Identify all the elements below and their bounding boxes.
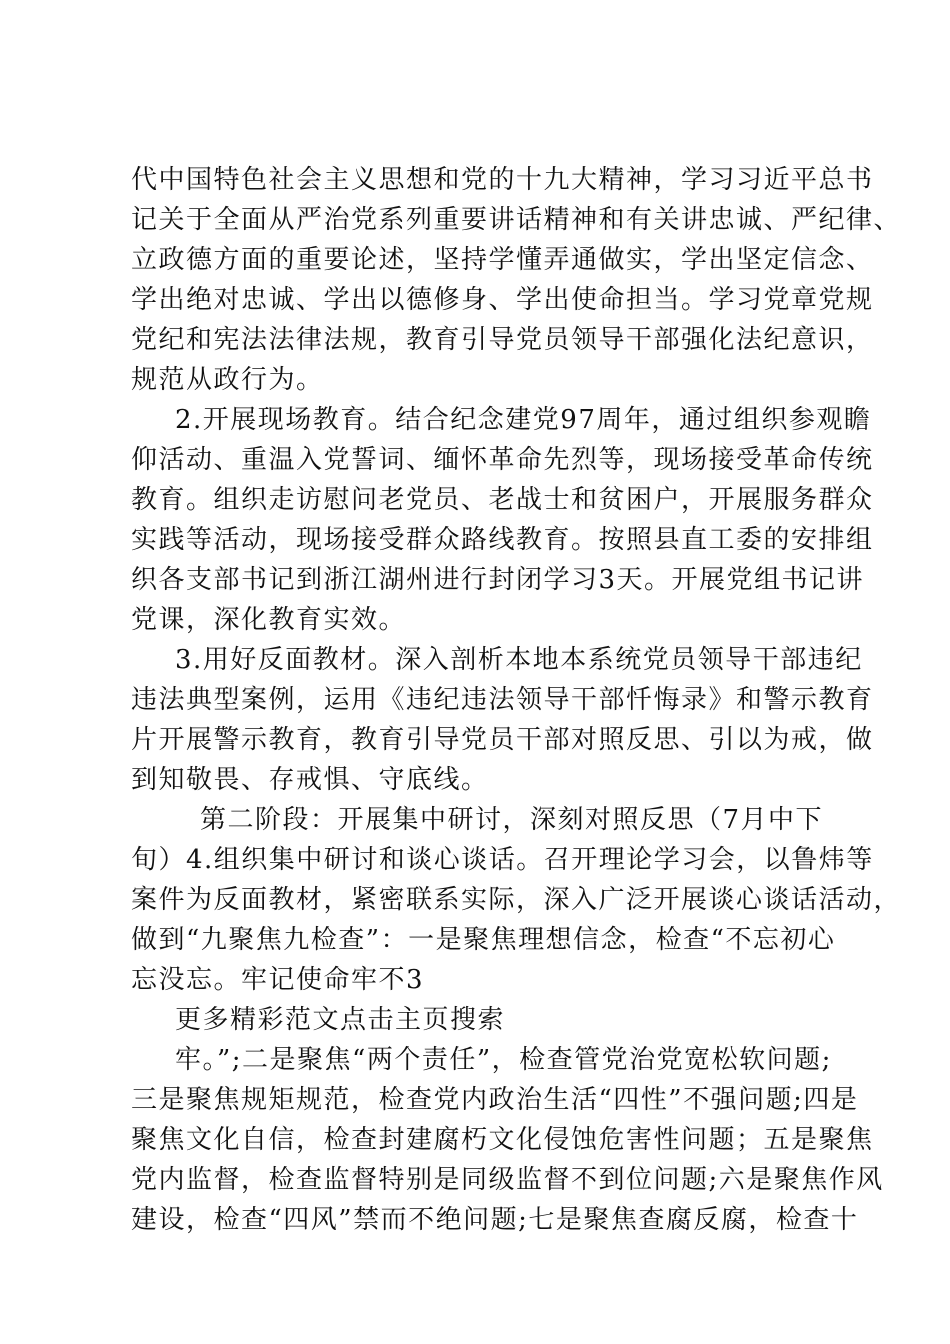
text-line: 规范从政行为。 — [131, 365, 324, 395]
text-line: 片开展警示教育，教育引导党员干部对照反思、引以为戒，做 — [131, 725, 874, 755]
text-line: 仰活动、重温入党誓词、缅怀革命先烈等，现场接受革命传统 — [131, 445, 874, 475]
text-line: 党内监督，检查监督特别是同级监督不到位问题;六是聚焦作风 — [131, 1165, 884, 1195]
text-line: 实践等活动，现场接受群众路线教育。按照县直工委的安排组 — [131, 525, 874, 555]
text-line: 学出绝对忠诚、学出以德修身、学出使命担当。学习党章党规 — [131, 285, 874, 315]
text-line: 教育。组织走访慰问老党员、老战士和贫困户，开展服务群众 — [131, 485, 874, 515]
text-line: 聚焦文化自信，检查封建腐朽文化侵蚀危害性问题；五是聚焦 — [131, 1125, 874, 1155]
text-line: 党纪和宪法法律法规，教育引导党员领导干部强化法纪意识， — [131, 325, 874, 355]
paragraph-start: 牢。”;二是聚焦“两个责任”，检查管党治党宽松软问题; — [175, 1045, 832, 1075]
paragraph-start: 2.开展现场教育。结合纪念建党97周年，通过组织参观瞻 — [175, 405, 872, 435]
text-line: 代中国特色社会主义思想和党的十九大精神，学习习近平总书 — [131, 165, 874, 195]
text-line: 建设，检查“四风”禁而不绝问题;七是聚焦查腐反腐，检查十 — [131, 1205, 859, 1235]
text-line: 织各支部书记到浙江湖州进行封闭学习3天。开展党组书记讲 — [131, 565, 865, 595]
text-line: 三是聚焦规矩规范，检查党内政治生活“四性”不强问题;四是 — [131, 1085, 859, 1115]
text-line: 旬）4.组织集中研讨和谈心谈话。召开理论学习会，以鲁炜等 — [131, 845, 874, 875]
text-line: 做到“九聚焦九检查”：一是聚焦理想信念，检查“不忘初心 — [131, 925, 836, 955]
promo-text: 更多精彩范文点击主页搜索 — [175, 1005, 506, 1035]
text-line: 记关于全面从严治党系列重要讲话精神和有关讲忠诚、严纪律、 — [131, 205, 902, 235]
text-line: 案件为反面教材，紧密联系实际，深入广泛开展谈心谈话活动， — [131, 885, 902, 915]
paragraph-start: 3.用好反面教材。深入剖析本地本系统党员领导干部违纪 — [175, 645, 863, 675]
text-line: 党课，深化教育实效。 — [131, 605, 407, 635]
text-line: 忘没忘。牢记使命牢不3 — [131, 965, 425, 995]
text-line: 到知敬畏、存戒惧、守底线。 — [131, 765, 489, 795]
text-line: 立政德方面的重要论述，坚持学懂弄通做实，学出坚定信念、 — [131, 245, 874, 275]
section-heading: 第二阶段：开展集中研讨，深刻对照反思（7月中下 — [200, 805, 824, 835]
text-line: 违法典型案例，运用《违纪违法领导干部忏悔录》和警示教育 — [131, 685, 874, 715]
